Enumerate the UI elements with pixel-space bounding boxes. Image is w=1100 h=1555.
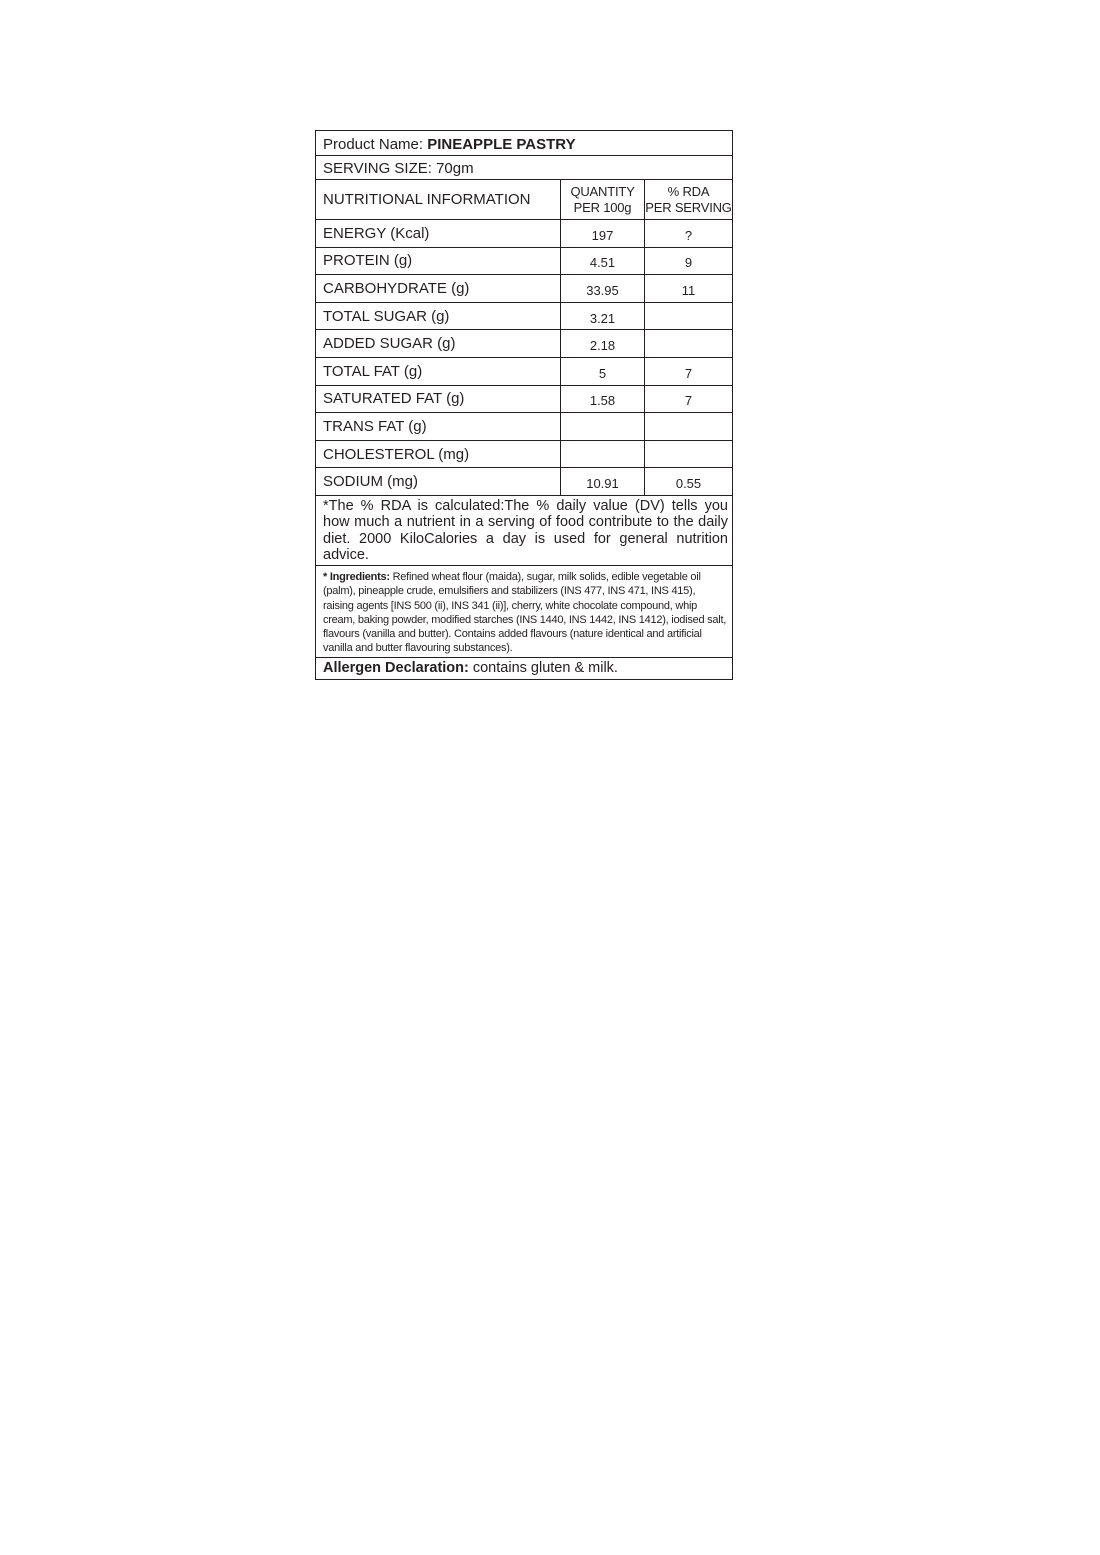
product-name-value: PINEAPPLE PASTRY (427, 136, 576, 153)
nutrient-name: TRANS FAT (g) (316, 413, 561, 440)
rda-value: 7 (684, 365, 693, 381)
table-row (316, 441, 732, 469)
header-rda-line1: % RDA (667, 183, 710, 199)
quantity-value: 10.91 (561, 468, 645, 495)
ingredients-label: * Ingredients: (323, 570, 390, 583)
rda-value (645, 330, 732, 357)
header-rda (645, 180, 732, 219)
rda-value: 0.55 (675, 476, 702, 492)
header-quantity-line2: PER 100g (573, 199, 632, 215)
rda-value: 11 (681, 282, 696, 298)
nutrient-name: TOTAL SUGAR (g) (316, 303, 561, 330)
table-row (316, 275, 732, 303)
table-row (316, 358, 732, 386)
rda-value: 7 (684, 393, 693, 409)
rda-value: ? (684, 227, 693, 243)
product-name-row (316, 131, 732, 156)
table-row (316, 330, 732, 358)
quantity-value: 197 (561, 220, 645, 247)
quantity-value: 3.21 (561, 303, 645, 330)
table-header-row (316, 180, 732, 220)
allergen-text: contains gluten & milk. (468, 659, 618, 676)
nutrient-name: SODIUM (mg) (316, 468, 561, 495)
nutrient-name: TOTAL FAT (g) (316, 358, 561, 385)
nutrient-name: ADDED SUGAR (g) (316, 330, 561, 357)
ingredients (316, 566, 732, 658)
table-row (316, 386, 732, 414)
table-row (316, 303, 732, 331)
table-row (316, 220, 732, 248)
header-quantity (561, 180, 645, 219)
nutrient-name: ENERGY (Kcal) (316, 220, 561, 247)
quantity-value (561, 441, 645, 468)
nutrition-label (315, 130, 733, 680)
quantity-value: 4.51 (561, 248, 645, 275)
quantity-value: 1.58 (561, 386, 645, 413)
table-row (316, 248, 732, 276)
nutrient-name: PROTEIN (g) (316, 248, 561, 275)
quantity-value: 5 (561, 358, 645, 385)
header-quantity-line1: QUANTITY (570, 183, 635, 199)
header-rda-line2: PER SERVING (645, 199, 732, 215)
rda-value (645, 303, 732, 330)
allergen-declaration (316, 658, 732, 679)
product-name-label: Product Name: (323, 136, 424, 153)
nutrient-name: CARBOHYDRATE (g) (316, 275, 561, 302)
quantity-value (561, 413, 645, 440)
rda-value (645, 413, 732, 440)
rda-note: *The % RDA is calculated:The % daily value (DV) tells you how much a nutrient in a serving of food contribute to the daily diet. 2000 KiloCalories a day is used for general nutrition advice. (316, 496, 732, 566)
nutrient-name: CHOLESTEROL (mg) (316, 441, 561, 468)
quantity-value: 33.95 (561, 275, 645, 302)
table-row (316, 468, 732, 496)
serving-size: SERVING SIZE: 70gm (316, 156, 732, 180)
ingredients-text: Refined wheat flour (maida), sugar, milk solids, edible vegetable oil (palm), pineapple crude, emulsifiers and stabilizers (INS 477, INS 471, INS 415), raising agents [INS 500 (ii), INS 341 (ii)], cherry, white chocolate compound, whip cream, baking powder, modified starches (INS 1440, INS 1442, INS 1412), iodised salt, flavours (vanilla and butter). Contains added flavours (nature identical and artificial vanilla and butter flavouring substances). (323, 570, 727, 655)
rda-value (645, 441, 732, 468)
header-nutrient: NUTRITIONAL INFORMATION (316, 180, 561, 219)
nutrient-name: SATURATED FAT (g) (316, 386, 561, 413)
allergen-label: Allergen Declaration: (323, 659, 469, 676)
rda-value: 9 (684, 255, 693, 271)
table-row (316, 413, 732, 441)
quantity-value: 2.18 (561, 330, 645, 357)
